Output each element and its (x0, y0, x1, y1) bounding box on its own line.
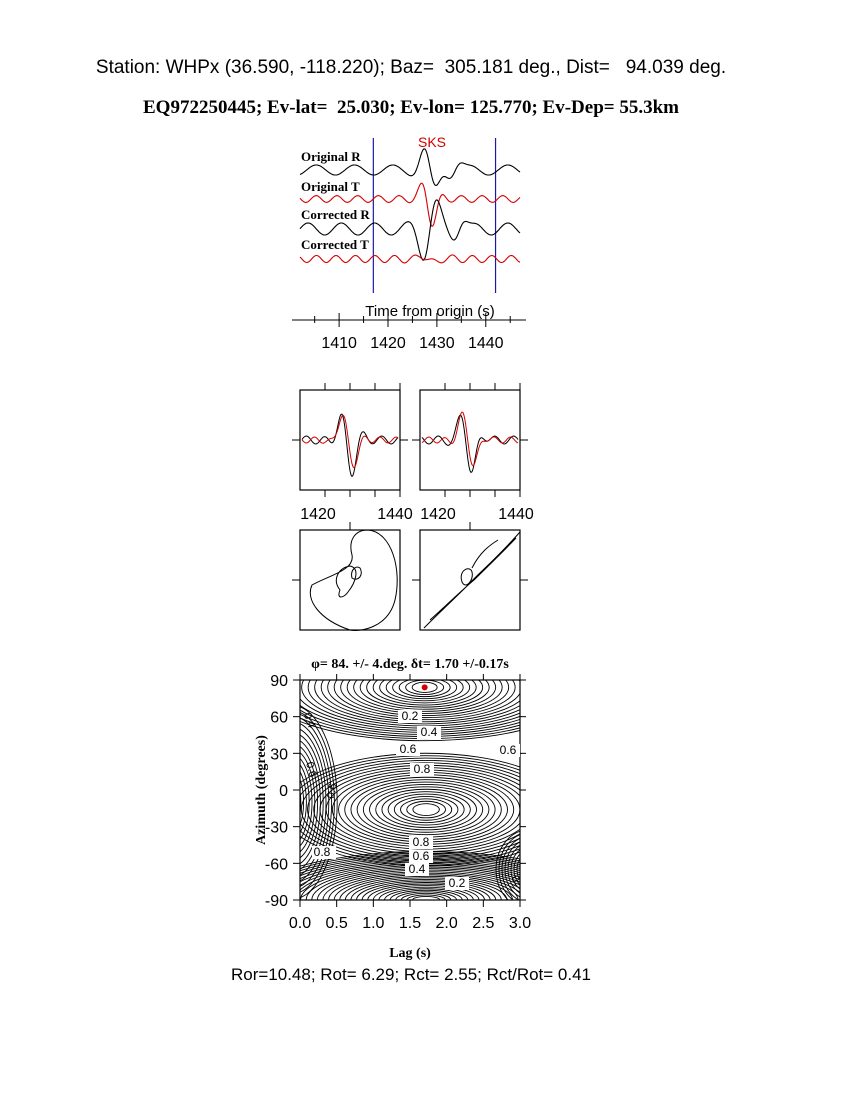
station-info: Station: WHPx (36.590, -118.220); Baz= 305.181 deg., Dist= 94.039 deg. (95, 57, 727, 78)
lag-tick-label: 1.0 (362, 915, 385, 932)
azimuth-tick-label: -30 (264, 819, 288, 837)
window-radial-waveform (302, 414, 398, 476)
seismogram-panel (292, 134, 526, 352)
particle-motion-path-original (310, 530, 397, 630)
particle-motion-panels (292, 522, 528, 630)
contour-ring-center (382, 792, 470, 828)
contour-label: 0.6 (499, 743, 517, 757)
particle-motion-original (300, 530, 400, 630)
lag-tick-label: 2.5 (472, 915, 495, 932)
azimuth-tick-label: -90 (264, 893, 288, 910)
contour-label: 0.6 (325, 782, 340, 800)
contour-label: 0.2 (401, 709, 419, 723)
lag-tick-label: 2.0 (435, 915, 458, 932)
contour-label: 0.4 (420, 725, 438, 739)
contour-label: 0.6 (303, 760, 319, 779)
trace-label-original-t: Original T (301, 179, 360, 194)
azimuth-tick-label: 30 (270, 746, 288, 764)
window-waveforms-original (292, 414, 408, 476)
contour-ring-center (376, 789, 477, 830)
lag-axis-label: Lag (s) (389, 946, 431, 961)
trace-label-corrected-r: Corrected R (301, 207, 370, 222)
contour-ring-center (357, 782, 495, 837)
contour-ring-center (394, 796, 458, 822)
azimuth-tick-label: 60 (270, 709, 288, 727)
window-transverse-waveform (302, 415, 398, 468)
contour-label: 0.4 (408, 862, 426, 876)
particle-motion-path-corrected (424, 532, 520, 628)
window-comparison-panels (292, 383, 534, 523)
contour-label: 0.6 (399, 742, 417, 756)
contour-label: 0.2 (448, 876, 466, 890)
lag-tick-label: 1.5 (398, 915, 422, 932)
contour-ring-center (401, 799, 452, 820)
azimuth-tick-label: -60 (264, 856, 288, 874)
time-tick-label: 1410 (321, 335, 357, 352)
contour-ring-right (505, 840, 555, 900)
window-tick-label: 1420 (300, 506, 336, 523)
contour-ring-right (520, 857, 540, 883)
time-tick-label: 1430 (419, 335, 455, 352)
contour-label: 0.4 (300, 711, 318, 730)
phase-label-sks: SKS (417, 134, 447, 150)
window-tick-label: 1440 (377, 506, 413, 523)
contour-label: 0.8 (313, 845, 331, 859)
splitting-result-title: φ= 84. +/- 4.deg. δt= 1.70 +/-0.17s (311, 657, 509, 672)
energy-contour-panel (247, 634, 602, 961)
lag-tick-label: 0.0 (288, 915, 312, 932)
window-tick-label: 1440 (498, 506, 534, 523)
event-info: EQ972250445; Ev-lat= 25.030; Ev-lon= 125.770; Ev-Dep= 55.3km (143, 97, 679, 118)
window-tick-label: 1420 (420, 506, 456, 523)
contour-label: 0.8 (412, 835, 430, 849)
window-radial-waveform (422, 415, 518, 472)
azimuth-tick-label: 0 (279, 783, 288, 800)
window-transverse-waveform (422, 412, 518, 466)
time-axis-label: Time from origin (s) (365, 303, 495, 320)
trace-label-original-r: Original R (301, 149, 361, 164)
amplitude-ratios: Ror=10.48; Rot= 6.29; Rct= 2.55; Rct/Rot= 0.41 (230, 965, 592, 984)
azimuth-tick-label: 90 (270, 673, 288, 690)
time-tick-label: 1440 (467, 335, 504, 352)
contour-label: 0.8 (413, 762, 431, 776)
contour-label: 0.6 (412, 849, 430, 863)
window-waveforms-corrected (412, 412, 528, 472)
azimuth-axis-label: Azimuth (degrees) (254, 735, 269, 845)
trace-label-corrected-t: Corrected T (301, 237, 369, 252)
best-fit-marker (422, 684, 428, 690)
contour-label: 0. (508, 873, 524, 888)
contour-ring-right (502, 836, 558, 902)
contour-ring-center (413, 804, 439, 816)
window-panel-corrected (420, 390, 520, 490)
trace-corrected-t (300, 255, 520, 263)
lag-tick-label: 0.5 (325, 915, 348, 932)
window-panel-original (300, 390, 400, 490)
time-tick-label: 1420 (370, 335, 406, 352)
contour-ring-center (339, 775, 514, 844)
contour-ring-center (351, 780, 501, 840)
lag-tick-label: 3.0 (508, 915, 532, 932)
window-panel-ticks (325, 383, 520, 497)
